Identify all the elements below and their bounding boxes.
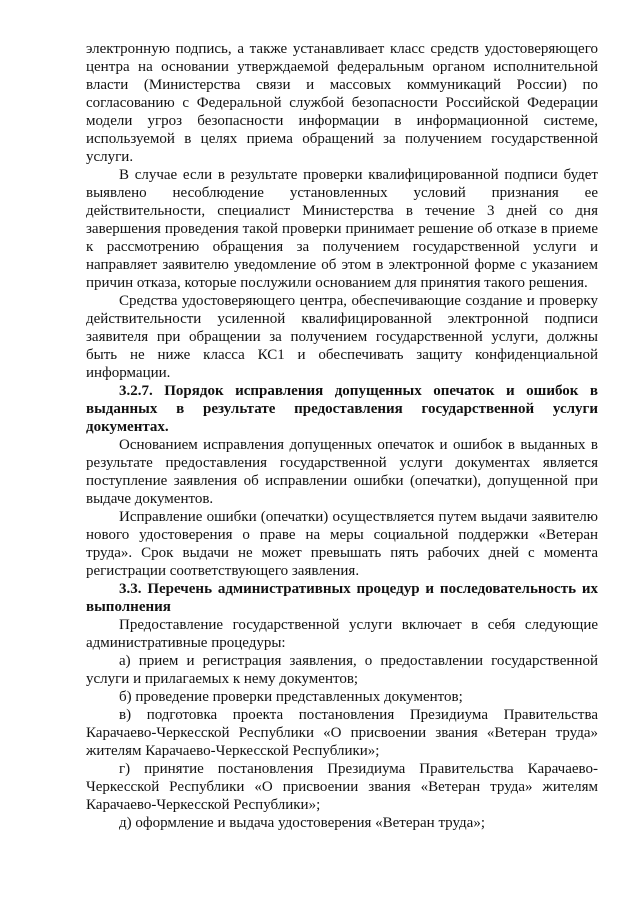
paragraph-correction-procedure: Исправление ошибки (опечатки) осуществляется путем выдачи заявителю нового удостоверения о праве на меры социальной поддержки «Ветеран труда». Срок выдачи не может превышать пять рабочих дней с момента регистрации соответствующего заявления. xyxy=(86,509,598,579)
list-item-g: г) принятие постановления Президиума Правительства Карачаево-Черкесской Республики «О присвоении звания «Ветеран труда» жителям Карачаево-Черкесской Республики»; xyxy=(86,761,598,813)
section-heading-3-2-7: 3.2.7. Порядок исправления допущенных опечаток и ошибок в выданных в результате предоставления государственной услуги документах. xyxy=(86,383,598,435)
list-item-b: б) проведение проверки представленных документов; xyxy=(119,689,463,705)
paragraph-ecp-class: электронную подпись, а также устанавливает класс средств удостоверяющего центра на основании утверждаемой федеральным органом исполнительной власти (Министерства связи и массовых коммуникаций России) по согласованию с Федеральной службой безопасности Российской Федерации модели угроз безопасности информации в информационной системе, используемой в целях приема обращений за получением государственной услуги. xyxy=(86,41,598,165)
paragraph-correction-basis: Основанием исправления допущенных опечаток и ошибок в выданных в результате предоставления государственной услуги документах является поступление заявления об исправлении ошибки (опечатки), допущенной при выдаче документов. xyxy=(86,437,598,507)
paragraph-signature-check: В случае если в результате проверки квалифицированной подписи будет выявлено несоблюдение установленных условий признания ее действительности, специалист Министерства в течение 3 дней со дня завершения проведения такой проверки принимает решение об отказе в приеме к рассмотрению обращения за получением государственной услуги и направляет заявителю уведомление об этом в электронной форме с указанием причин отказа, которые послужили основанием для принятия такого решения. xyxy=(86,167,598,291)
section-heading-3-3: 3.3. Перечень административных процедур и последовательность их выполнения xyxy=(86,581,598,615)
list-item-a: а) прием и регистрация заявления, о предоставлении государственной услуги и прилагаемых к нему документов; xyxy=(86,653,598,687)
list-item-d: д) оформление и выдача удостоверения «Ветеран труда»; xyxy=(119,815,485,831)
paragraph-procedures-intro: Предоставление государственной услуги включает в себя следующие административные процедуры: xyxy=(86,617,598,651)
paragraph-certification-means: Средства удостоверяющего центра, обеспечивающие создание и проверку действительности усиленной квалифицированной электронной подписи заявителя при обращении за получением государственной услуги, должны быть не ниже класса КС1 и обеспечивать защиту конфиденциальной информации. xyxy=(86,293,598,381)
list-item-v: в) подготовка проекта постановления Президиума Правительства Карачаево-Черкесской Республики «О присвоении звания «Ветеран труда» жителям Карачаево-Черкесской Республики»; xyxy=(86,707,598,759)
document-page xyxy=(86,40,598,832)
